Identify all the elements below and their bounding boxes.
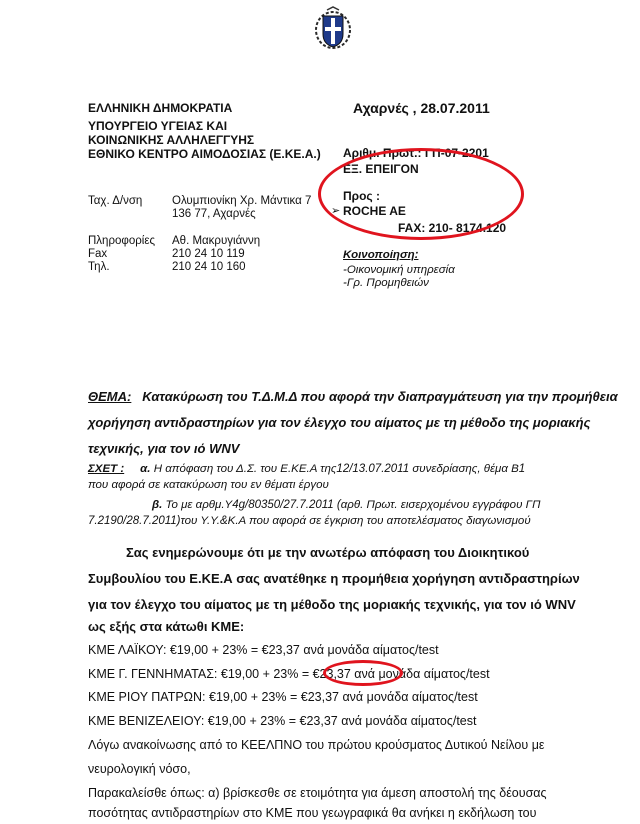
org-line-4: ΕΘΝΙΚΟ ΚΕΝΤΡΟ ΑΙΜΟΔΟΣΙΑΣ (Ε.ΚΕ.Α.) xyxy=(88,147,321,161)
rate-line-laikou: ΚΜΕ ΛΑΪΚΟΥ: €19,00 + 23% = €23,37 ανά μονάδα αίματος/test xyxy=(88,643,439,657)
org-line-2: ΥΠΟΥΡΓΕΙΟ ΥΓΕΙΑΣ ΚΑΙ xyxy=(88,119,228,133)
references-line-b1 xyxy=(152,497,540,513)
references-line-a1 xyxy=(88,461,525,477)
org-line-3: ΚΟΙΝΩΝΙΚΗΣ ΑΛΛΗΛΕΓΓΥΗΣ xyxy=(88,133,255,147)
bullet-arrow-icon: ➢ xyxy=(331,205,341,217)
urgent-label: ΕΞ. ΕΠΕΙΓΟΝ xyxy=(343,162,419,176)
rate-line-riou-patron: ΚΜΕ ΡΙΟΥ ΠΑΤΡΩΝ: €19,00 + 23% = €23,37 ανά μονάδα αίματος/test xyxy=(88,690,478,704)
ref-b-line-2: 7.2190/28.7.2011)του Υ.Υ.&Κ.Α που αφορά σε έγκριση του αποτελέσματος διαγωνισμού xyxy=(88,515,531,527)
ref-b-line-1: Το με αρθμ.Υ4g/80350/27.7.2011 (αρθ. Πρωτ. εισερχομένου εγγράφου ΓΠ xyxy=(165,499,541,511)
subject-text: Κατακύρωση του Τ.Δ.Μ.Δ που αφορά την διαπραγμάτευση για την προμήθεια χορήγηση αντιδραστηρίων για τον έλεγχο του αίματος με τη μέθοδο της μοριακής τεχνικής, για τον ιό WNV xyxy=(88,389,618,456)
cc-label: Κοινοποίηση: xyxy=(343,249,419,261)
recipient-name: ROCHE AE xyxy=(343,204,406,218)
place-date: Αχαρνές , 28.07.2011 xyxy=(353,100,490,116)
to-label: Προς : xyxy=(343,189,380,203)
info-label: Πληροφορίες xyxy=(88,235,156,247)
ref-b-letter: β. xyxy=(152,499,163,511)
body-para1-line-1: Σας ενημερώνουμε ότι με την ανωτέρω απόφαση του Διοικητικού xyxy=(126,545,530,560)
subject xyxy=(88,384,628,462)
address-label: Ταχ. Δ/νση xyxy=(88,195,143,207)
body-para3-line-1: Παρακαλείσθε όπως: α) βρίσκεσθε σε ετοιμότητα για άμεση αποστολή της δέουσας xyxy=(88,786,547,800)
recipient-fax: FAX: 210- 8174.120 xyxy=(398,221,507,235)
annotation-circle-price xyxy=(323,660,403,686)
body-para1-line-3: για τον έλεγχο του αίματος με τη μέθοδο της μοριακής τεχνικής, για τον ιό WNV xyxy=(88,597,576,612)
fax-label: Fax xyxy=(88,248,108,260)
rate-line-gennimatas: ΚΜΕ Γ. ΓΕΝΝΗΜΑΤΑΣ: €19,00 + 23% = €23,37 ανά μονάδα αίματος/test xyxy=(88,667,490,681)
address-line-2: 136 77, Αχαρνές xyxy=(172,208,256,220)
ref-a-line-1: Η απόφαση του Δ.Σ. του Ε.ΚΕ.Α της12/13.07.2011 συνεδρίασης, θέμα Β1 xyxy=(153,463,526,475)
fax-value: 210 24 10 119 xyxy=(172,248,245,260)
tel-label: Τηλ. xyxy=(88,261,110,273)
body-para2-line-1: Λόγω ανακοίνωσης από το ΚΕΕΛΠΝΟ του πρώτου κρούσματος Δυτικού Νείλου με xyxy=(88,738,545,752)
rate-line-venizeleiou: ΚΜΕ ΒΕΝΙΖΕΛΕΙΟΥ: €19,00 + 23% = €23,37 ανά μονάδα αίματος/test xyxy=(88,714,477,728)
tel-value: 210 24 10 160 xyxy=(172,261,246,273)
body-para1-line-4: ως εξής στα κάτωθι ΚΜΕ: xyxy=(88,619,245,634)
annotation-circle-recipient xyxy=(318,148,524,240)
ref-a-line-2: που αφορά σε κατακύρωση του εν θέματι έργου xyxy=(88,479,329,491)
cc-item-2: -Γρ. Προμηθειών xyxy=(343,277,429,289)
ref-a-letter: α. xyxy=(140,463,151,475)
references-label: ΣΧΕΤ : xyxy=(88,463,125,475)
org-line-1: ΕΛΛΗΝΙΚΗ ΔΗΜΟΚΡΑΤΙΑ xyxy=(88,101,233,115)
cc-item-1: -Οικονομική υπηρεσία xyxy=(343,264,455,276)
body-para3-line-2: ποσότητας αντιδραστηρίων στο ΚΜΕ που γεωγραφικά θα ανήκει η εκδήλωση του xyxy=(88,806,537,820)
address-line-1: Ολυμπιονίκη Χρ. Μάντικα 7 xyxy=(172,195,312,207)
body-para2-line-2: νευρολογική νόσο, xyxy=(88,762,191,776)
protocol-number: Αριθμ. Πρωτ.: ΓΠ-07-2201 xyxy=(343,146,489,160)
info-value: Αθ. Μακρυγιάννη xyxy=(172,235,261,247)
greek-coat-of-arms-icon xyxy=(313,6,353,50)
body-para1-line-2: Συμβουλίου του Ε.ΚΕ.Α σας ανατέθηκε η προμήθεια χορήγηση αντιδραστηρίων xyxy=(88,571,580,586)
subject-label: ΘΕΜΑ: xyxy=(88,389,132,404)
